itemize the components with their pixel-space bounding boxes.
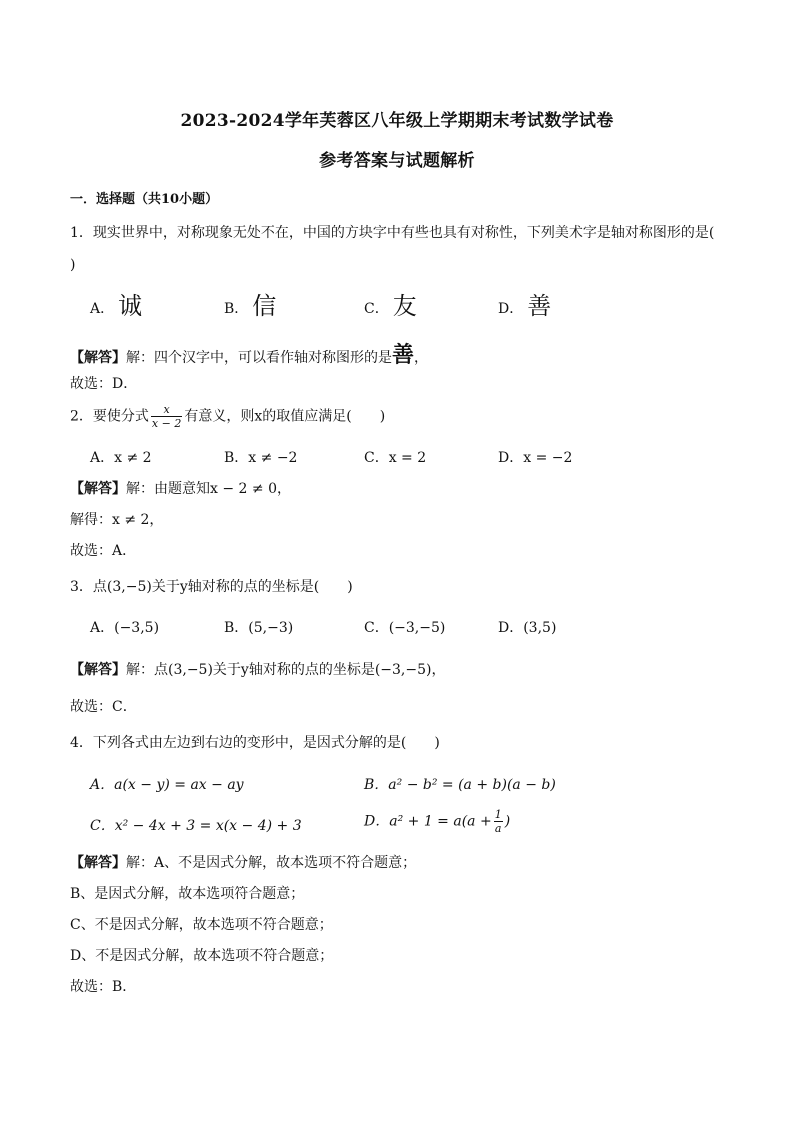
fraction-denominator: x − 2 bbox=[151, 417, 182, 430]
option-d-post: ) bbox=[504, 813, 511, 830]
q2-option-d: D．x = −2 bbox=[498, 450, 573, 466]
answer-end: ， bbox=[414, 350, 429, 366]
option-d-pre: D．a² + 1 = a(a + bbox=[364, 813, 492, 830]
q2-option-b: B．x ≠ −2 bbox=[224, 450, 298, 466]
fraction bbox=[494, 808, 503, 835]
q3-stem: 3．点(3,−5)关于y轴对称的点的坐标是( ) bbox=[70, 579, 353, 595]
section-heading: 一．选择题（共10小题） bbox=[70, 192, 219, 207]
q1-option-c bbox=[364, 286, 417, 321]
answer-char: 善 bbox=[392, 342, 415, 368]
q2-choice: 故选：A． bbox=[70, 543, 137, 559]
q4-line-b: B、是因式分解，故本选项符合题意； bbox=[70, 886, 305, 902]
q3-option-d: D．(3,5) bbox=[498, 620, 557, 636]
q1-stem-line1: 1．现实世界中，对称现象无处不在，中国的方块字中有些也具有对称性，下列美术字是轴对称图形的是( bbox=[70, 225, 715, 241]
q4-option-d bbox=[364, 808, 510, 835]
q4-stem: 4．下列各式由左边到右边的变形中，是因式分解的是( ) bbox=[70, 735, 440, 751]
q4-option-a: A．a(x − y) = ax − ay bbox=[90, 777, 244, 793]
q1-answer bbox=[70, 338, 428, 369]
q4-option-b: B．a² − b² = (a + b)(a − b) bbox=[364, 777, 556, 793]
q2-stem bbox=[70, 403, 385, 430]
q2-solve: 解得：x ≠ 2， bbox=[70, 512, 164, 528]
option-char: 信 bbox=[252, 292, 277, 320]
answer-tag: 【解答】 bbox=[70, 855, 126, 871]
q3-option-c: C．(−3,−5) bbox=[364, 620, 446, 636]
q1-option-d bbox=[498, 286, 551, 321]
q4-answer bbox=[70, 852, 416, 872]
option-label: D． bbox=[498, 301, 524, 317]
q2-option-a: A．x ≠ 2 bbox=[90, 450, 152, 466]
option-label: C． bbox=[364, 301, 389, 317]
q3-option-a: A．(−3,5) bbox=[90, 620, 160, 636]
fraction bbox=[151, 403, 182, 430]
stem-pre: 2．要使分式 bbox=[70, 408, 149, 425]
page-subtitle: 参考答案与试题解析 bbox=[319, 151, 475, 171]
answer-text: 解：A、不是因式分解，故本选项不符合题意； bbox=[126, 855, 417, 871]
q1-choice: 故选：D． bbox=[70, 376, 138, 392]
q4-line-d: D、不是因式分解，故本选项不符合题意； bbox=[70, 948, 334, 964]
fraction-denominator: a bbox=[494, 822, 502, 835]
answer-tag: 【解答】 bbox=[70, 481, 126, 497]
q4-option-c: C．x² − 4x + 3 = x(x − 4) + 3 bbox=[90, 818, 302, 834]
q2-answer bbox=[70, 478, 291, 498]
q3-option-b: B．(5,−3) bbox=[224, 620, 294, 636]
answer-text: 解：四个汉字中，可以看作轴对称图形的是 bbox=[126, 350, 392, 366]
q2-option-c: C．x = 2 bbox=[364, 450, 427, 466]
q3-choice: 故选：C． bbox=[70, 699, 137, 715]
q1-stem-line2: ) bbox=[70, 257, 76, 273]
option-char: 善 bbox=[527, 292, 552, 320]
q4-line-c: C、不是因式分解，故本选项不符合题意； bbox=[70, 917, 333, 933]
q1-option-b bbox=[224, 286, 276, 321]
q1-option-a bbox=[90, 286, 142, 321]
answer-tag: 【解答】 bbox=[70, 662, 126, 678]
answer-tag: 【解答】 bbox=[70, 350, 126, 366]
answer-text: 解：由题意知x − 2 ≠ 0， bbox=[126, 481, 291, 497]
page-title: 2023-2024学年芙蓉区八年级上学期期末考试数学试卷 bbox=[180, 111, 614, 131]
fraction-numerator: x bbox=[151, 403, 182, 417]
answer-text: 解：点(3,−5)关于y轴对称的点的坐标是(−3,−5)， bbox=[126, 662, 446, 678]
option-label: A． bbox=[90, 301, 115, 317]
option-char: 友 bbox=[392, 292, 417, 320]
q3-answer bbox=[70, 659, 445, 679]
option-char: 诚 bbox=[118, 292, 143, 320]
option-label: B． bbox=[224, 301, 249, 317]
fraction-numerator: 1 bbox=[494, 808, 502, 821]
q4-choice: 故选：B． bbox=[70, 979, 137, 995]
stem-post: 有意义，则x的取值应满足( ) bbox=[184, 408, 386, 425]
